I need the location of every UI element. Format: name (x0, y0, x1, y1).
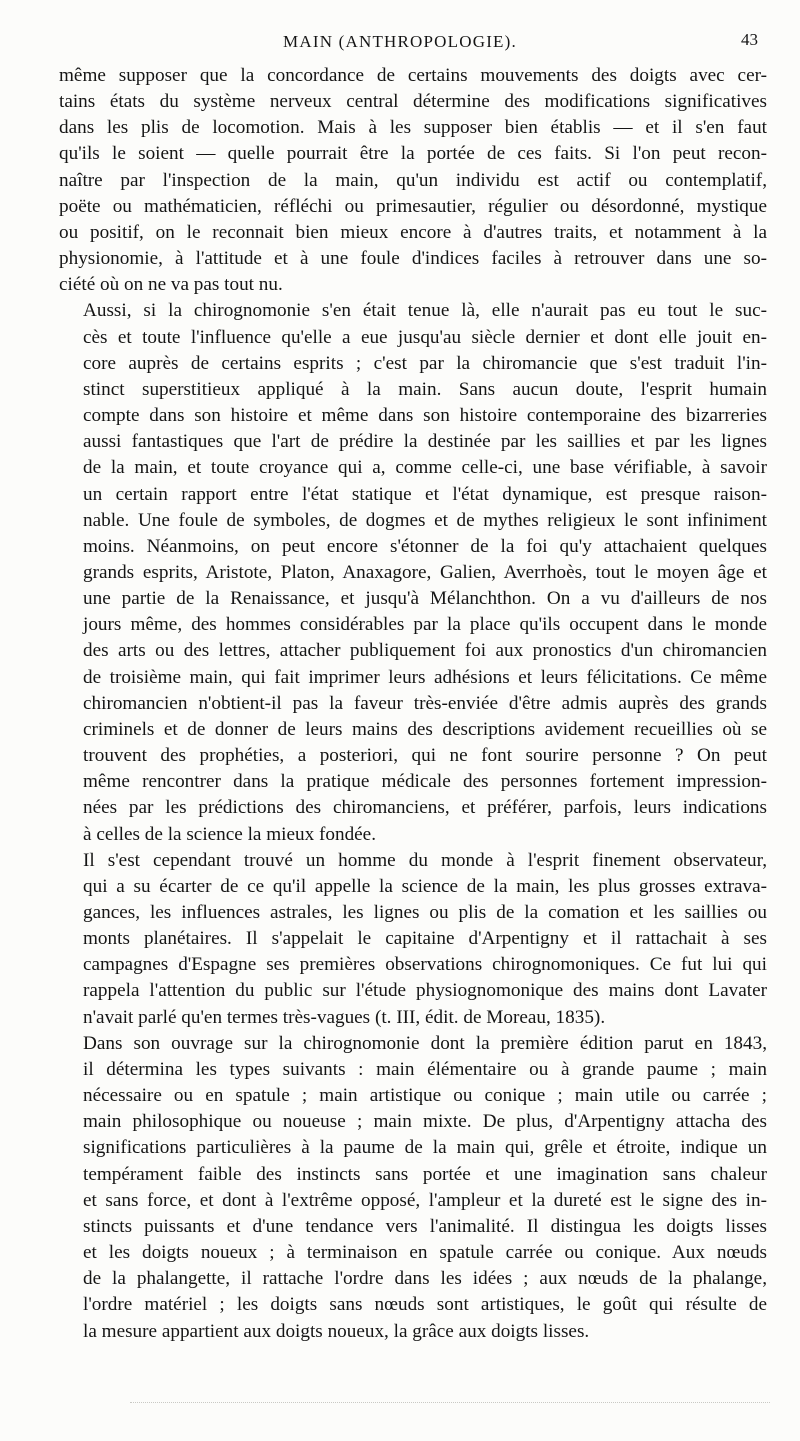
text-line: Aussi, si la chirognomonie s'en était tenue là, elle n'aurait pas eu tout le suc- (83, 300, 767, 322)
text-line: nécessaire ou en spatule ; main artistique ou conique ; main utile ou carrée ; (83, 1085, 767, 1107)
paragraph (59, 63, 767, 298)
text-line: naître par l'inspection de la main, qu'un individu est actif ou contemplatif, (59, 169, 767, 191)
text-line: et les doigts noueux ; à terminaison en spatule carrée ou conique. Aux nœuds (83, 1242, 767, 1264)
text-line: un certain rapport entre l'état statique et l'état dynamique, est presque raison- (83, 483, 767, 505)
text-line: core auprès de certains esprits ; c'est par la chiromancie que s'est traduit l'in- (83, 352, 767, 374)
footer-rule (130, 1402, 770, 1403)
text-line: qu'ils le soient — quelle pourrait être la portée de ces faits. Si l'on peut recon- (59, 143, 767, 165)
text-line: de troisième main, qui fait imprimer leurs adhésions et leurs félicitations. Ce même (83, 666, 767, 688)
text-line: main philosophique ou noueuse ; main mixte. De plus, d'Arpentigny attacha des (83, 1111, 767, 1133)
text-line: ciété où on ne va pas tout nu. (59, 274, 283, 296)
text-line: nées par les prédictions des chiromanciens, et préférer, parfois, leurs indications (83, 797, 767, 819)
text-line: monts planétaires. Il s'appelait le capitaine d'Arpentigny et il rattachait à ses (83, 928, 767, 950)
text-line: nable. Une foule de symboles, de dogmes et de mythes religieux le sont infiniment (83, 509, 767, 531)
text-line: gances, les influences astrales, les lignes ou plis de la comation et les saillies ou (83, 902, 767, 923)
paragraph (59, 848, 767, 1031)
text-line: il détermina les types suivants : main élémentaire ou à grande paume ; main (83, 1058, 767, 1080)
text-line: moins. Néanmoins, on peut encore s'étonner de la foi qu'y attachaient quelques (83, 535, 767, 557)
text-line: chiromancien n'obtient-il pas la faveur très-enviée d'être admis auprès des grands (83, 692, 767, 714)
text-line: des arts ou des lettres, attacher publiquement foi aux pronostics d'un chiromancien (83, 640, 767, 662)
text-line: trouvent des prophéties, a posteriori, qui ne font sourire personne ? On peut (83, 745, 767, 767)
text-line: tempérament faible des instincts sans portée et une imagination sans chaleur (83, 1163, 767, 1185)
running-head (0, 30, 800, 56)
text-line: même rencontrer dans la pratique médicale des personnes fortement impression- (83, 771, 767, 793)
text-line: dans les plis de locomotion. Mais à les supposer bien établis — et il s'en faut (59, 117, 767, 139)
text-line: grands esprits, Aristote, Platon, Anaxagore, Galien, Averrhoès, tout le moyen âge et (83, 561, 767, 583)
text-line: une partie de la Renaissance, et jusqu'à Mélanchthon. On a vu d'ailleurs de nos (83, 588, 767, 610)
text-line: physionomie, à l'attitude et à une foule d'indices faciles à retrouver dans une so- (59, 248, 767, 270)
text-line: Il s'est cependant trouvé un homme du monde à l'esprit finement observateur, (83, 849, 767, 871)
text-line: tains états du système nerveux central détermine des modifications significatives (59, 91, 767, 113)
text-line: la mesure appartient aux doigts noueux, la grâce aux doigts lisses. (83, 1320, 590, 1342)
text-line: rappela l'attention du public sur l'étude physiognomonique des mains dont Lavater (83, 980, 767, 1002)
text-line: criminels et de donner de leurs mains des descriptions avidement recueillies où se (83, 718, 767, 740)
text-line: significations particulières à la paume de la main qui, grêle et étroite, indique un (83, 1137, 767, 1159)
text-line: qui a su écarter de ce qu'il appelle la science de la main, les plus grosses extrava- (83, 875, 767, 897)
text-line: poëte ou mathématicien, réfléchi ou primesautier, régulier ou désordonné, mystique (59, 195, 767, 217)
text-line: compte dans son histoire et même dans son histoire contemporaine des bizarreries (83, 405, 767, 427)
page-number: 43 (741, 30, 758, 49)
text-line: ou positif, on le reconnait bien mieux encore à d'autres traits, et notamment à la (59, 221, 767, 243)
text-line: à celles de la science la mieux fondée. (83, 823, 376, 845)
text-line: aussi fantastiques que l'art de prédire la destinée par les saillies et par les lignes (83, 431, 767, 453)
text-line: n'avait parlé qu'en termes très-vagues (t. III, édit. de Moreau, 1835). (83, 1006, 606, 1028)
text-line: de la phalangette, il rattache l'ordre dans les idées ; aux nœuds de la phalange, (83, 1268, 767, 1290)
text-line: stincts puissants et d'une tendance vers l'animalité. Il distingua les doigts lisses (83, 1215, 767, 1237)
text-line: jours même, des hommes considérables par la place qu'ils occupent dans le monde (83, 614, 767, 636)
text-line: de la main, et toute croyance qui a, comme celle-ci, une base vérifiable, à savoir (83, 457, 767, 479)
text-line: et sans force, et dont à l'extrême opposé, l'ampleur et la dureté est le signe des in- (83, 1189, 767, 1211)
paragraph (59, 298, 767, 847)
text-line: l'ordre matériel ; les doigts sans nœuds sont artistiques, le goût qui résulte de (83, 1294, 767, 1316)
paragraph (59, 1031, 767, 1345)
text-line: stinct superstitieux appliqué à la main. Sans aucun doute, l'esprit humain (83, 378, 767, 400)
text-line: cès et toute l'influence qu'elle a eue jusqu'au siècle dernier et dont elle jouit en- (83, 326, 767, 348)
text-line: campagnes d'Espagne ses premières observations chirognomoniques. Ce fut lui qui (83, 954, 767, 976)
body-text (59, 63, 767, 1345)
text-line: même supposer que la concordance de certains mouvements des doigts avec cer- (59, 65, 767, 86)
running-head-title: MAIN (ANTHROPOLOGIE). (283, 32, 517, 51)
text-line: Dans son ouvrage sur la chirognomonie dont la première édition parut en 1843, (83, 1032, 767, 1054)
